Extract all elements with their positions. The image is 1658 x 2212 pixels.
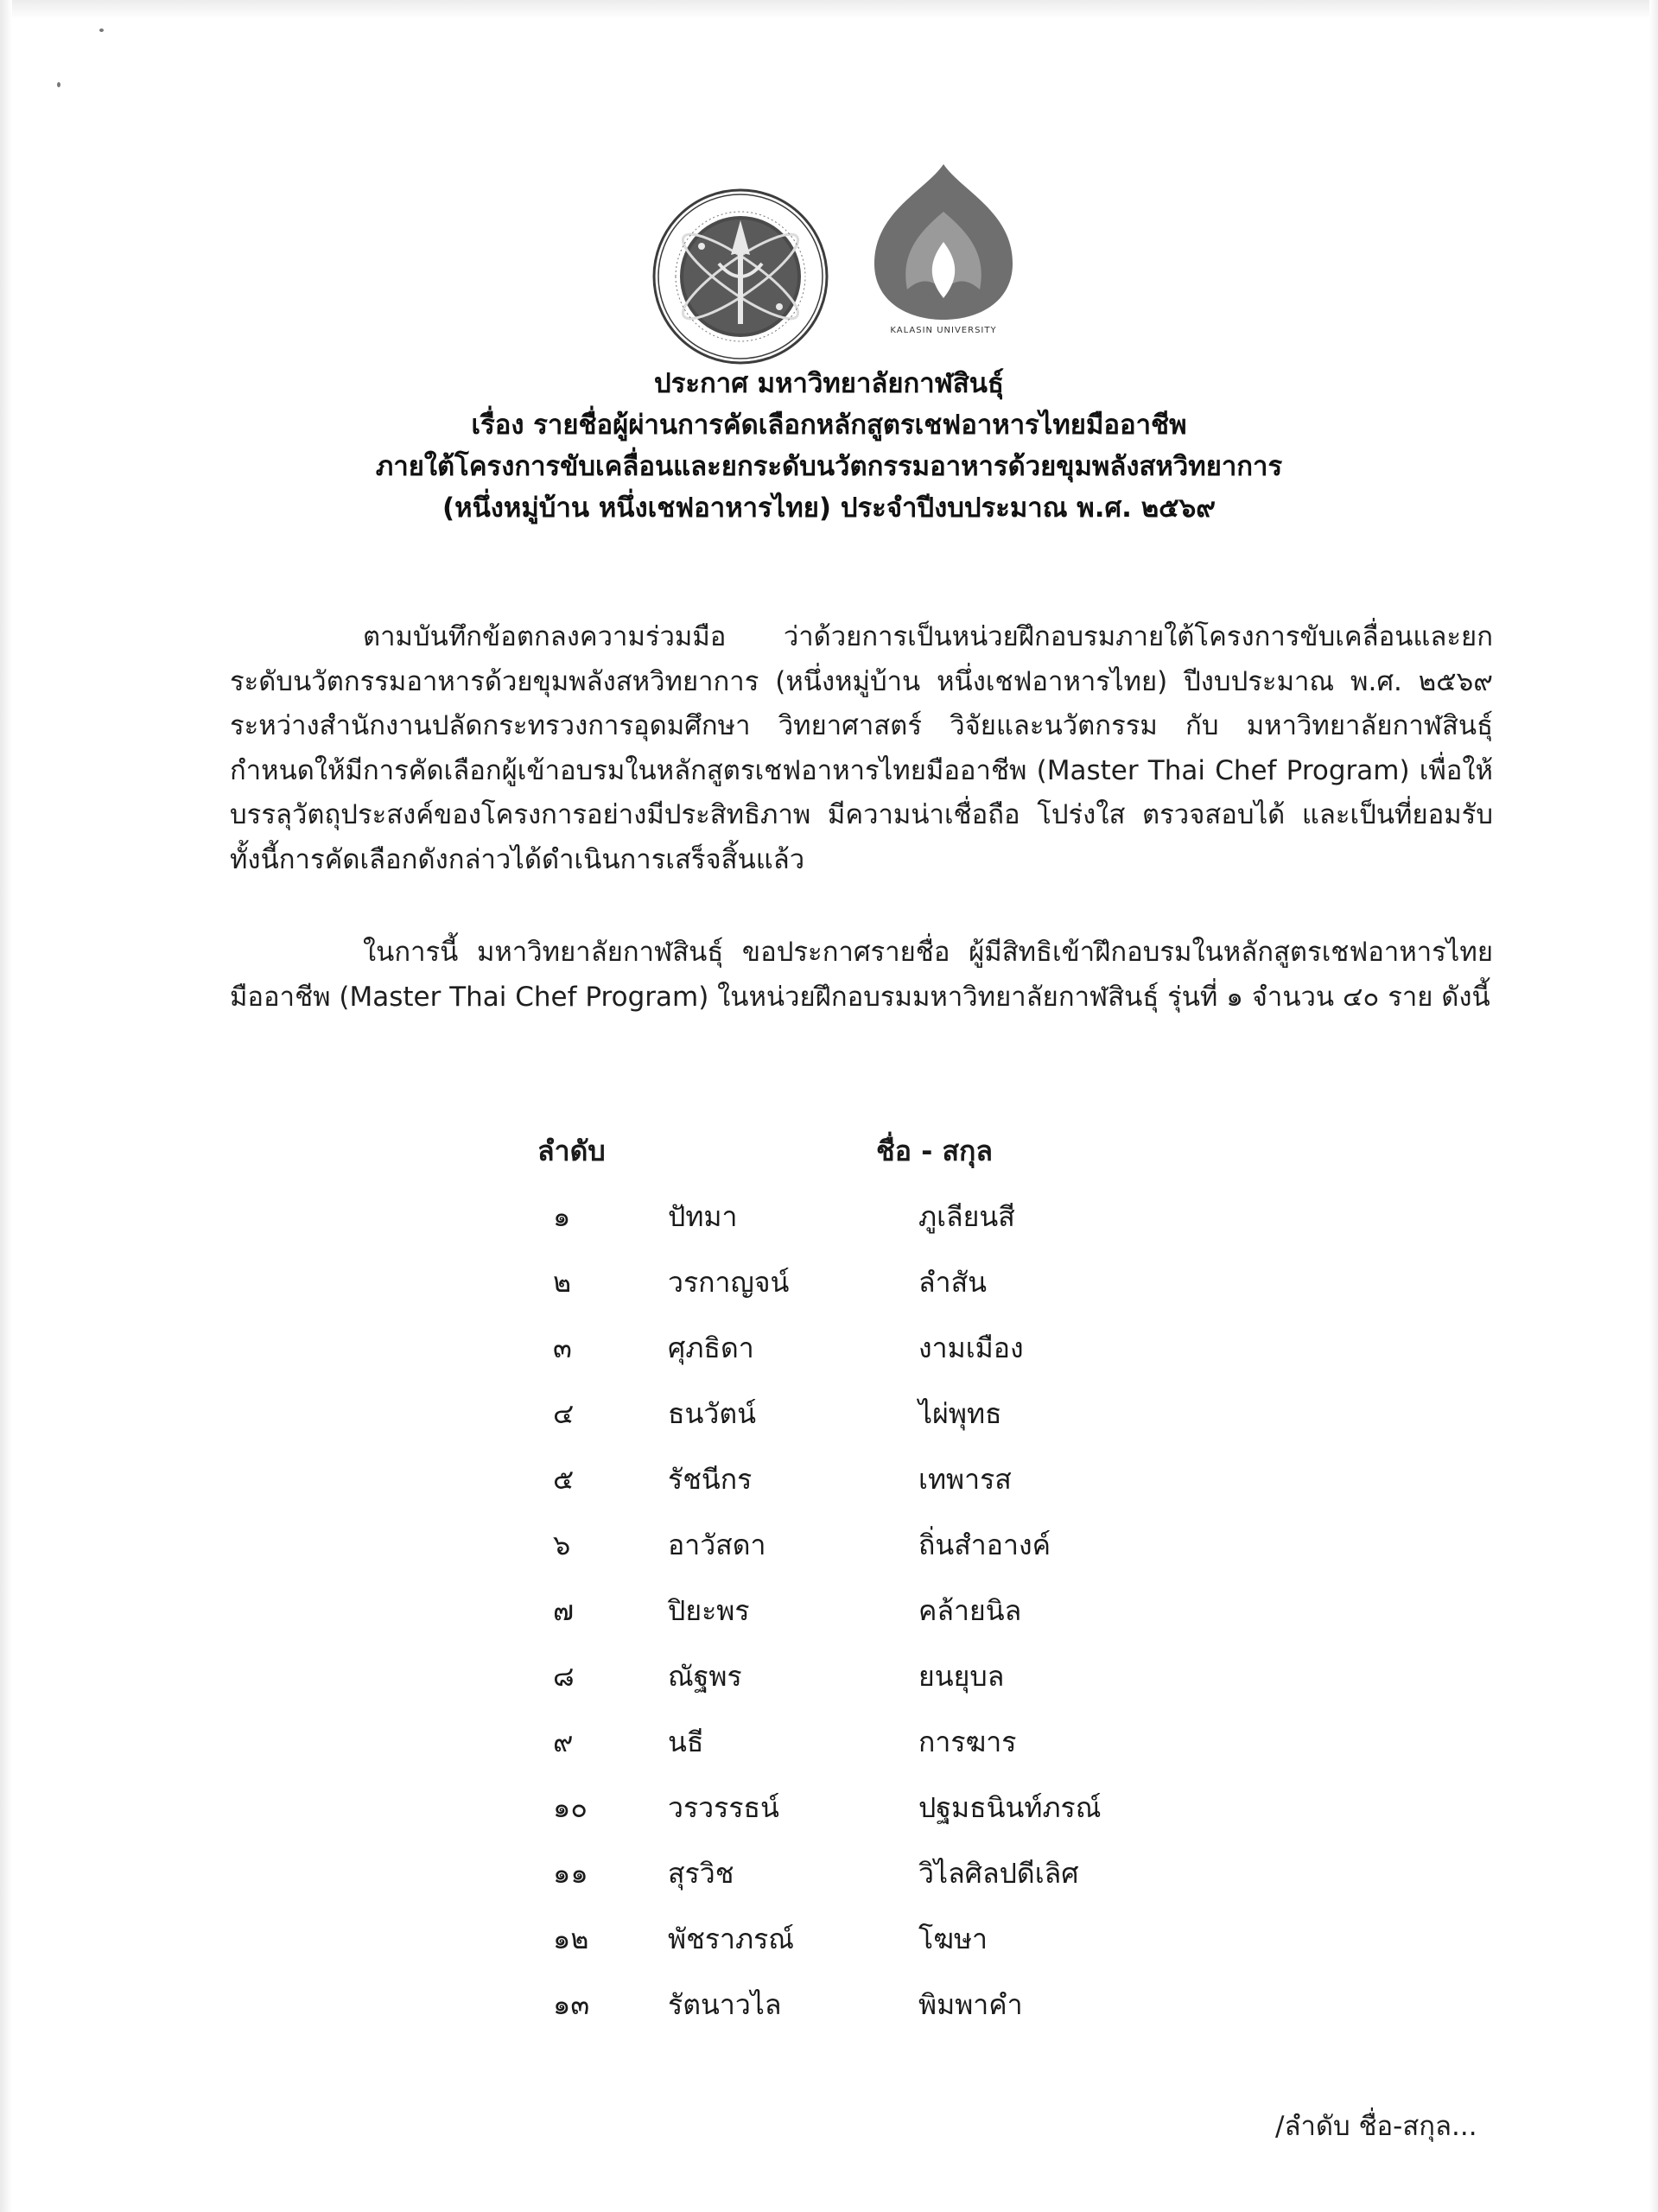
row-number: ๑ [553,1200,571,1233]
announcement-title [0,363,1658,529]
table-row [0,1589,1658,1655]
column-header-number: ลำดับ [537,1135,606,1167]
row-number: ๘ [553,1660,575,1693]
row-first-name: ธนวัตน์ [668,1397,757,1430]
row-number: ๙ [553,1726,574,1758]
row-last-name: ลำสัน [918,1266,987,1299]
row-last-name: การฆาร [918,1726,1017,1758]
table-row [0,1458,1658,1523]
title-line-4: (หนึ่งหมู่บ้าน หนึ่งเชฟอาหารไทย) ประจำปีงบประมาณ พ.ศ. ๒๕๖๙ [441,493,1217,524]
row-number: ๑๒ [553,1923,589,1955]
row-number: ๑๑ [553,1857,588,1890]
scan-speck [99,29,104,32]
row-last-name: ไผ่พุทธ [918,1397,1002,1430]
row-number: ๑๓ [553,1988,590,2021]
row-last-name: โฆษา [918,1923,988,1955]
scan-speck [57,82,60,87]
row-last-name: ภูเลียนสี [918,1200,1015,1233]
row-first-name: รัชนีกร [668,1463,753,1496]
title-line-1: ประกาศ มหาวิทยาลัยกาฬสินธุ์ [654,368,1004,399]
row-first-name: วรวรรธน์ [668,1791,779,1824]
column-header-name: ชื่อ - สกุล [876,1135,994,1167]
row-first-name: วรกาญจน์ [668,1266,790,1299]
row-first-name: ปัทมา [668,1200,738,1233]
row-last-name: วิไลศิลปดีเลิศ [918,1857,1079,1890]
row-last-name: ปฐมธนินท์ภรณ์ [918,1791,1102,1824]
body-paragraph-1 [230,615,1493,882]
row-last-name: ถิ่นสำอางค์ [918,1529,1051,1561]
table-row [0,1392,1658,1458]
row-last-name: ยนยุบล [918,1660,1005,1693]
row-first-name: ปิยะพร [668,1594,750,1627]
row-number: ๓ [553,1332,572,1364]
row-last-name: งามเมือง [918,1332,1024,1364]
row-last-name: เทพารส [918,1463,1012,1496]
table-row [0,1523,1658,1589]
continuation-note: /ลำดับ ชื่อ-สกุล... [1275,2111,1477,2142]
header-logos [0,160,1658,341]
table-row [0,1720,1658,1786]
scan-shadow-top [0,0,1658,19]
table-row [0,1195,1658,1261]
table-row [0,1983,1658,2049]
paragraph-1-text: ตามบันทึกข้อตกลงความร่วมมือ ว่าด้วยการเป็นหน่วยฝึกอบรมภายใต้โครงการขับเคลื่อนและยกระดับนวัตกรรมอาหารด้วยขุมพลังสหวิทยาการ (หนึ่งหมู่บ้าน หนึ่งเชฟอาหารไทย) ปีงบประมาณ พ.ศ. ๒๕๖๙ ระหว่างสำนักงานปลัดกระทรวงการอุดมศึกษา วิทยาศาสตร์ วิจัยและนวัตกรรม กับ มหาวิทยาลัยกาฬสินธุ์ กำหนดให้มีการคัดเลือกผู้เข้าอบรมในหลักสูตรเชฟอาหารไทยมืออาชีพ (Master Thai Chef Program) เพื่อให้บรรลุวัตถุประสงค์ของโครงการอย่างมีประสิทธิภาพ มีความน่าเชื่อถือ โปร่งใส ตรวจสอบได้ และเป็นที่ยอมรับ ทั้งนี้การคัดเลือกดังกล่าวได้ดำเนินการเสร็จสิ้นแล้ว [230,621,1493,875]
row-first-name: ศุภธิดา [668,1332,754,1364]
row-number: ๖ [553,1529,571,1561]
table-row [0,1852,1658,1917]
ministry-seal-icon [650,186,831,367]
table-row [0,1261,1658,1326]
row-number: ๕ [553,1463,575,1496]
title-line-2: เรื่อง รายชื่อผู้ผ่านการคัดเลือกหลักสูตรเชฟอาหารไทยมืออาชีพ [471,410,1187,441]
row-number: ๔ [553,1397,575,1430]
row-last-name: คล้ายนิล [918,1594,1022,1627]
body-paragraph-2 [230,931,1493,1020]
row-number: ๗ [553,1594,575,1627]
row-first-name: นธี [668,1726,704,1758]
table-row [0,1786,1658,1852]
row-first-name: ณัฐพร [668,1660,742,1693]
university-logo-caption: KALASIN UNIVERSITY [890,326,997,335]
row-last-name: พิมพาคำ [918,1988,1023,2021]
table-row [0,1326,1658,1392]
title-line-3: ภายใต้โครงการขับเคลื่อนและยกระดับนวัตกรรมอาหารด้วยขุมพลังสหวิทยาการ [375,451,1283,482]
row-number: ๑๐ [553,1791,588,1824]
row-number: ๒ [553,1266,572,1299]
table-row [0,1917,1658,1983]
paragraph-2-text: ในการนี้ มหาวิทยาลัยกาฬสินธุ์ ขอประกาศรายชื่อ ผู้มีสิทธิเข้าฝึกอบรมในหลักสูตรเชฟอาหารไทยมืออาชีพ (Master Thai Chef Program) ในหน่วยฝึกอบรมมหาวิทยาลัยกาฬสินธุ์ รุ่นที่ ๑ จำนวน ๔๐ ราย ดังนี้ [230,937,1493,1013]
kalasin-university-logo-icon [866,160,1021,341]
row-first-name: สุรวิช [668,1857,734,1890]
table-row [0,1655,1658,1720]
row-first-name: รัตนาวไล [668,1988,782,2021]
row-first-name: อาวัสดา [668,1529,766,1561]
row-first-name: พัชราภรณ์ [668,1923,794,1955]
